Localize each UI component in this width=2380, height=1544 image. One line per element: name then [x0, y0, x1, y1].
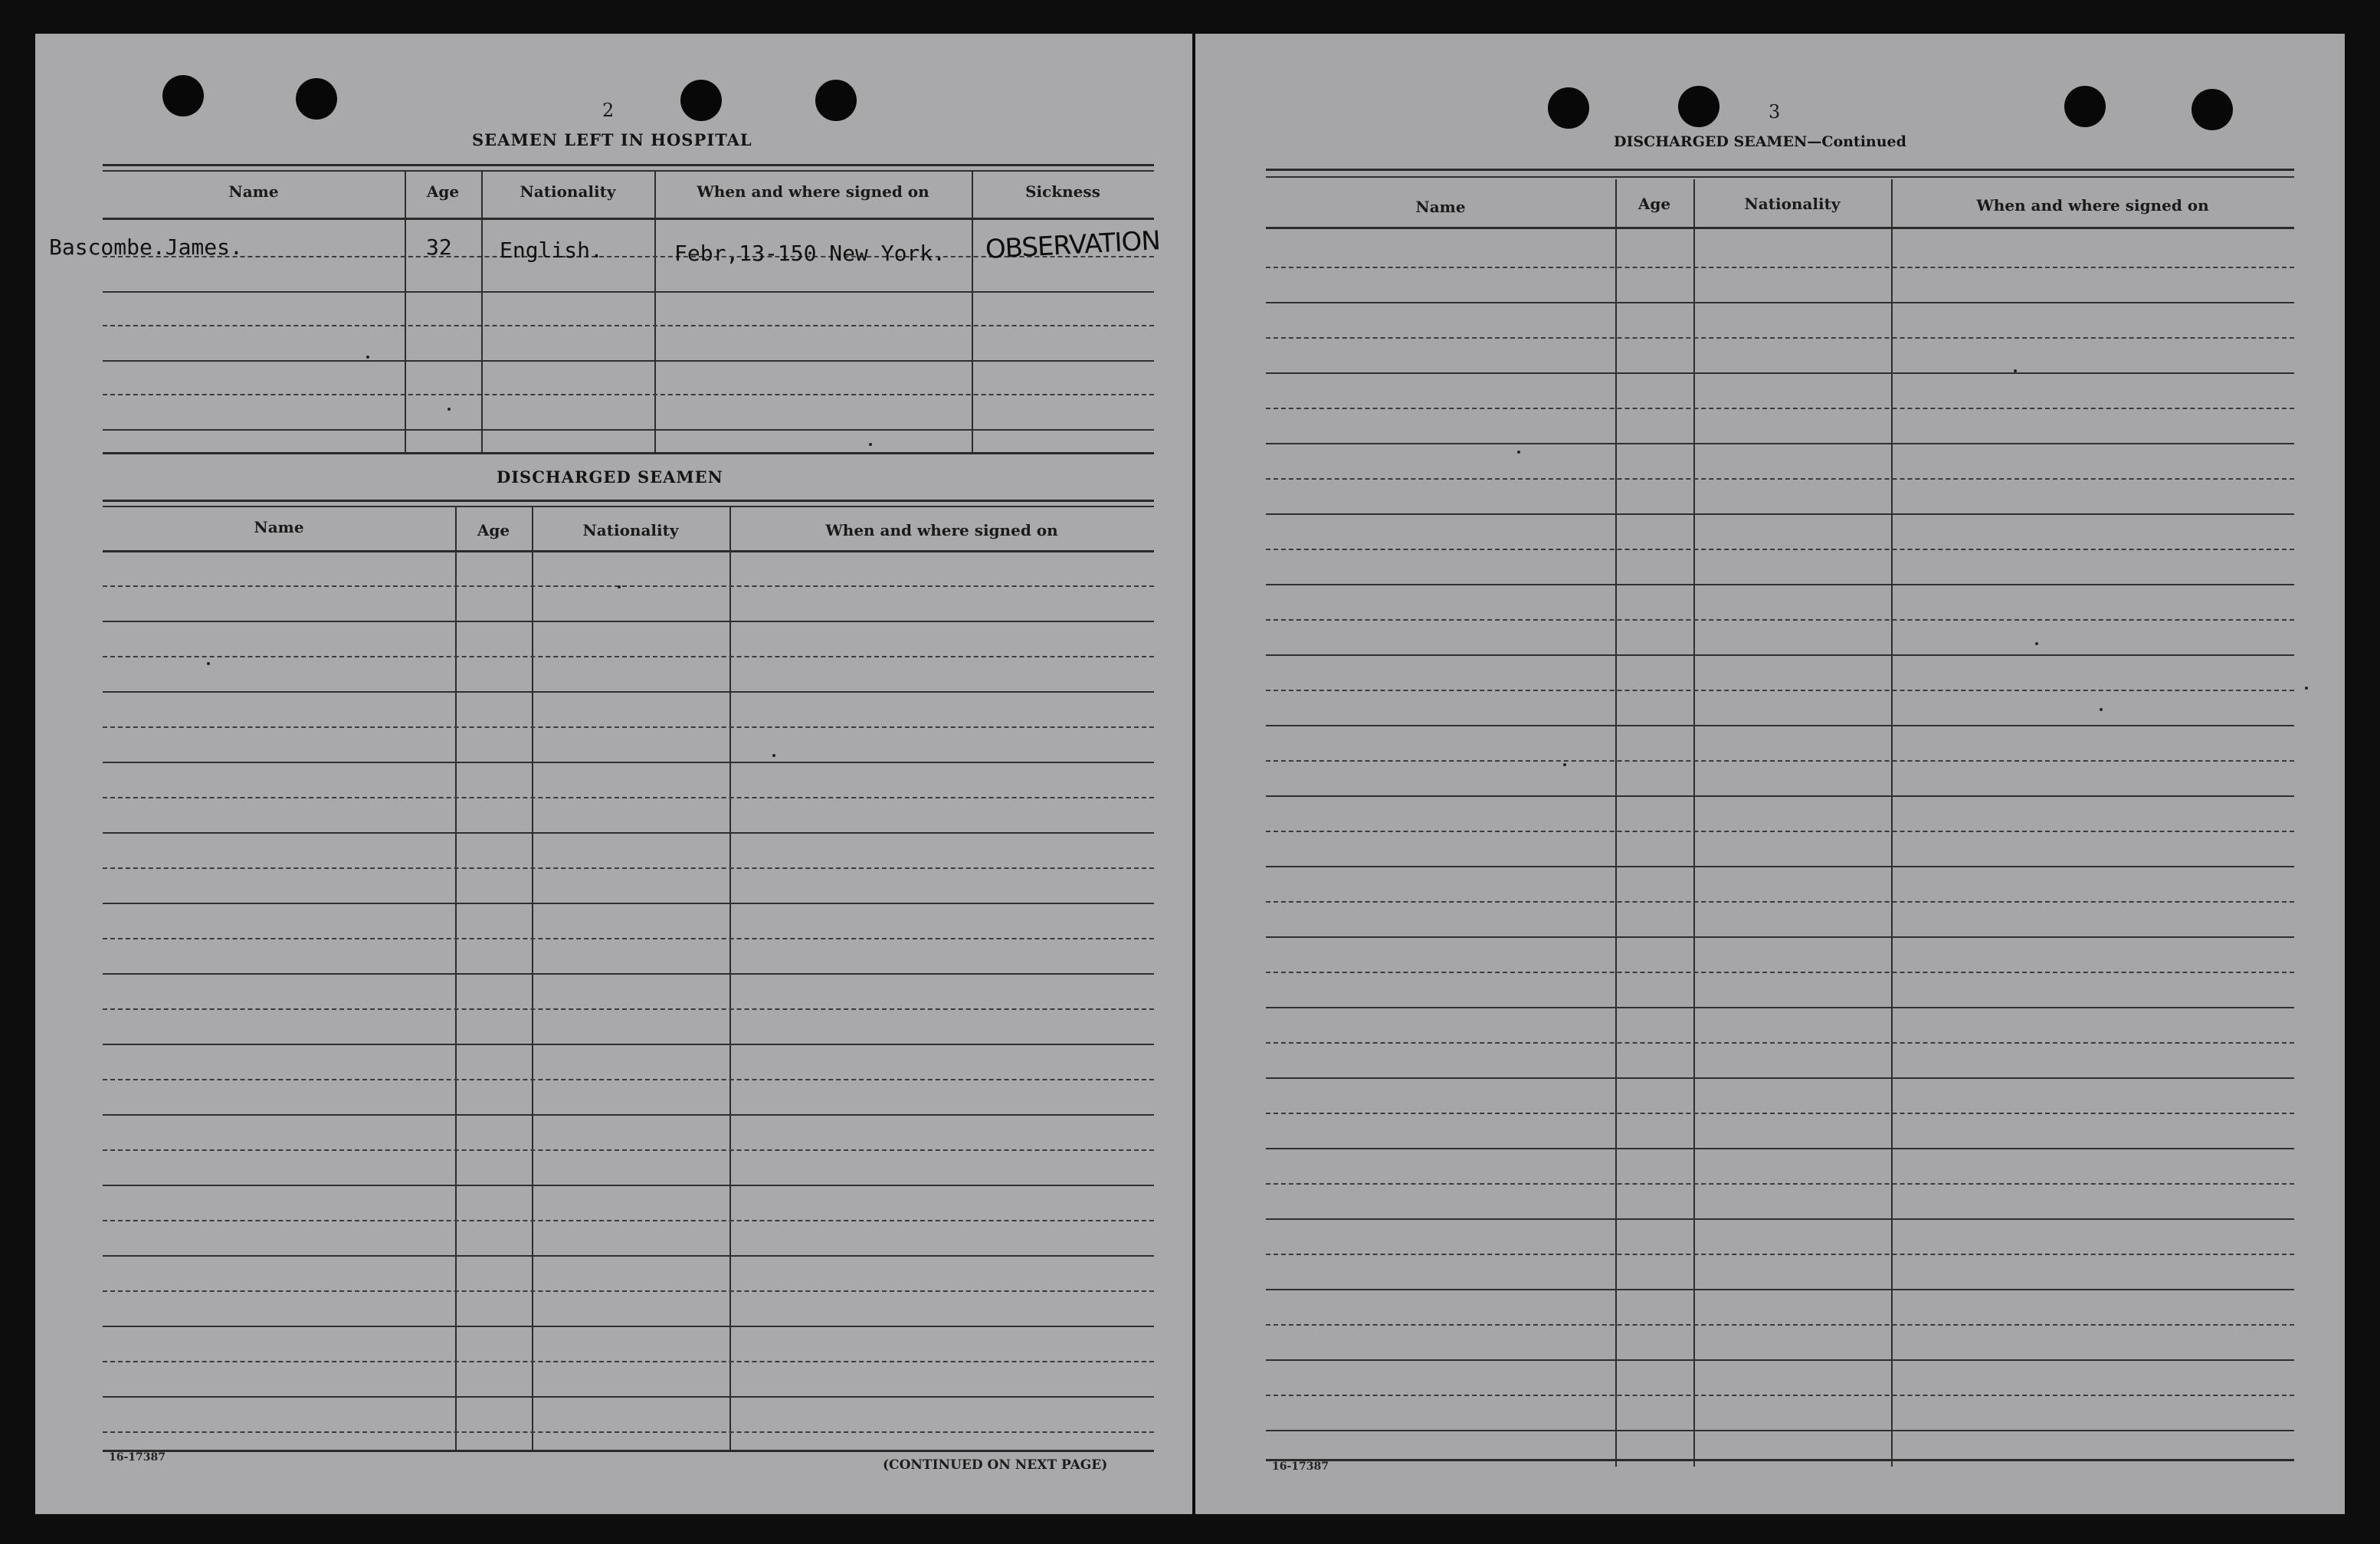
table-top-rule	[103, 500, 1154, 502]
row-rule	[1266, 760, 2294, 762]
row-rule	[103, 360, 1154, 362]
row-rule	[1266, 972, 2294, 973]
paper-speck	[447, 408, 451, 411]
row-rule	[1266, 619, 2294, 621]
table-bottom-rule	[103, 452, 1154, 454]
column-divider	[481, 170, 483, 452]
hospital-section-title: SEAMEN LEFT IN HOSPITAL	[472, 130, 752, 149]
row-rule	[1266, 337, 2294, 339]
row-rule	[103, 1255, 1154, 1257]
paper-speck	[2100, 708, 2103, 711]
column-header-age: Age	[426, 182, 460, 201]
hospital-row-age: 32	[426, 234, 452, 260]
row-rule	[1266, 654, 2294, 656]
row-rule	[103, 1185, 1154, 1186]
row-rule	[1266, 443, 2294, 444]
discharged-continued-title: DISCHARGED SEAMEN—Continued	[1614, 133, 1906, 150]
paper-speck	[2014, 369, 2017, 372]
row-rule	[103, 291, 1154, 293]
row-rule	[1266, 1113, 2294, 1114]
column-header-age: Age	[1637, 195, 1671, 213]
column-header-signed-on: When and where signed on	[1976, 196, 2209, 215]
row-rule	[1266, 866, 2294, 867]
row-rule	[1266, 725, 2294, 726]
row-rule	[103, 1114, 1154, 1116]
row-rule	[1266, 478, 2294, 480]
hospital-row-sickness: OBSERVATION	[984, 225, 1161, 265]
column-divider	[729, 507, 731, 1451]
row-rule	[103, 973, 1154, 975]
column-header-signed-on: When and where signed on	[697, 182, 929, 201]
table-top-rule	[103, 164, 1154, 166]
paper-speck	[1517, 451, 1520, 454]
row-rule	[103, 585, 1154, 587]
row-rule	[103, 1008, 1154, 1010]
column-divider	[654, 170, 656, 452]
table-header-rule	[1266, 227, 2294, 229]
row-rule	[1266, 1324, 2294, 1326]
punch-hole	[1548, 87, 1589, 129]
row-rule	[1266, 795, 2294, 797]
hospital-row-name: Bascombe.James.	[49, 234, 243, 260]
row-rule	[1266, 302, 2294, 303]
row-rule	[103, 903, 1154, 904]
row-rule	[103, 1220, 1154, 1221]
discharged-section-title: DISCHARGED SEAMEN	[497, 467, 723, 487]
punch-hole	[815, 80, 857, 121]
row-rule	[1266, 1007, 2294, 1008]
row-rule	[1266, 831, 2294, 832]
row-rule	[1266, 901, 2294, 903]
row-rule	[1266, 372, 2294, 374]
column-header-nationality: Nationality	[520, 182, 616, 201]
row-rule	[1266, 1183, 2294, 1185]
row-rule	[103, 1326, 1154, 1327]
row-rule	[103, 394, 1154, 395]
row-rule	[1266, 1254, 2294, 1255]
paper-speck	[772, 754, 775, 757]
row-rule	[103, 1396, 1154, 1398]
row-rule	[103, 429, 1154, 431]
page-number: 3	[1769, 101, 1781, 123]
table-header-rule	[103, 218, 1154, 220]
row-rule	[103, 621, 1154, 622]
table-top-rule	[103, 506, 1154, 507]
hospital-row-signed-on: Febr,13-150 New York.	[674, 241, 946, 266]
form-number: 16-17387	[1272, 1460, 1329, 1473]
continued-note: (CONTINUED ON NEXT PAGE)	[883, 1457, 1108, 1473]
table-top-rule	[1266, 169, 2294, 171]
table-header-rule	[103, 550, 1154, 552]
row-rule	[1266, 408, 2294, 409]
paper-speck	[1563, 763, 1566, 766]
column-divider	[455, 507, 457, 1451]
right-page	[1195, 34, 2345, 1514]
row-rule	[103, 1361, 1154, 1362]
row-rule	[103, 1431, 1154, 1433]
table-top-rule	[103, 170, 1154, 172]
left-page	[35, 34, 1192, 1514]
row-rule	[1266, 1395, 2294, 1396]
row-rule	[103, 867, 1154, 869]
row-rule	[103, 832, 1154, 834]
table-bottom-rule	[103, 1450, 1154, 1452]
row-rule	[103, 1044, 1154, 1045]
paper-speck	[618, 585, 621, 588]
row-rule	[1266, 513, 2294, 515]
column-divider	[405, 170, 406, 452]
row-rule	[1266, 1042, 2294, 1044]
column-header-name: Name	[1415, 198, 1466, 216]
row-rule	[1266, 1218, 2294, 1220]
punch-hole	[1678, 86, 1719, 127]
punch-hole	[296, 78, 337, 120]
row-rule	[103, 1149, 1154, 1151]
page-number: 2	[602, 100, 615, 121]
row-rule	[103, 656, 1154, 657]
row-rule	[1266, 1359, 2294, 1361]
paper-speck	[366, 356, 369, 359]
column-header-name: Name	[228, 182, 279, 201]
row-rule	[103, 797, 1154, 798]
column-header-sickness: Sickness	[1025, 182, 1100, 201]
row-rule	[1266, 549, 2294, 550]
paper-speck	[2035, 642, 2038, 645]
table-bottom-rule	[1266, 1459, 2294, 1461]
row-rule	[1266, 1148, 2294, 1149]
hospital-row-nationality: English.	[500, 238, 603, 263]
row-rule	[103, 938, 1154, 939]
punch-hole	[162, 75, 204, 116]
punch-hole	[2192, 89, 2233, 130]
row-rule	[103, 325, 1154, 326]
row-rule	[103, 1079, 1154, 1080]
row-rule	[1266, 1289, 2294, 1290]
punch-hole	[680, 80, 722, 121]
column-header-signed-on: When and where signed on	[825, 521, 1058, 539]
row-rule	[103, 762, 1154, 763]
column-divider	[532, 507, 533, 1451]
row-rule	[1266, 1077, 2294, 1079]
table-top-rule	[1266, 176, 2294, 178]
row-rule	[103, 691, 1154, 693]
column-header-age: Age	[477, 521, 510, 539]
row-rule	[1266, 584, 2294, 585]
column-divider	[972, 170, 973, 452]
column-header-nationality: Nationality	[1744, 195, 1841, 213]
row-rule	[1266, 1430, 2294, 1431]
row-rule	[103, 1290, 1154, 1292]
row-rule	[103, 726, 1154, 728]
punch-hole	[2064, 86, 2106, 127]
row-rule	[1266, 936, 2294, 938]
paper-speck	[869, 443, 872, 446]
row-rule	[1266, 267, 2294, 268]
paper-speck	[207, 662, 210, 665]
paper-speck	[2305, 687, 2308, 690]
column-header-nationality: Nationality	[582, 521, 679, 539]
row-rule	[1266, 690, 2294, 691]
column-header-name: Name	[254, 518, 304, 536]
form-number: 16-17387	[109, 1451, 166, 1464]
